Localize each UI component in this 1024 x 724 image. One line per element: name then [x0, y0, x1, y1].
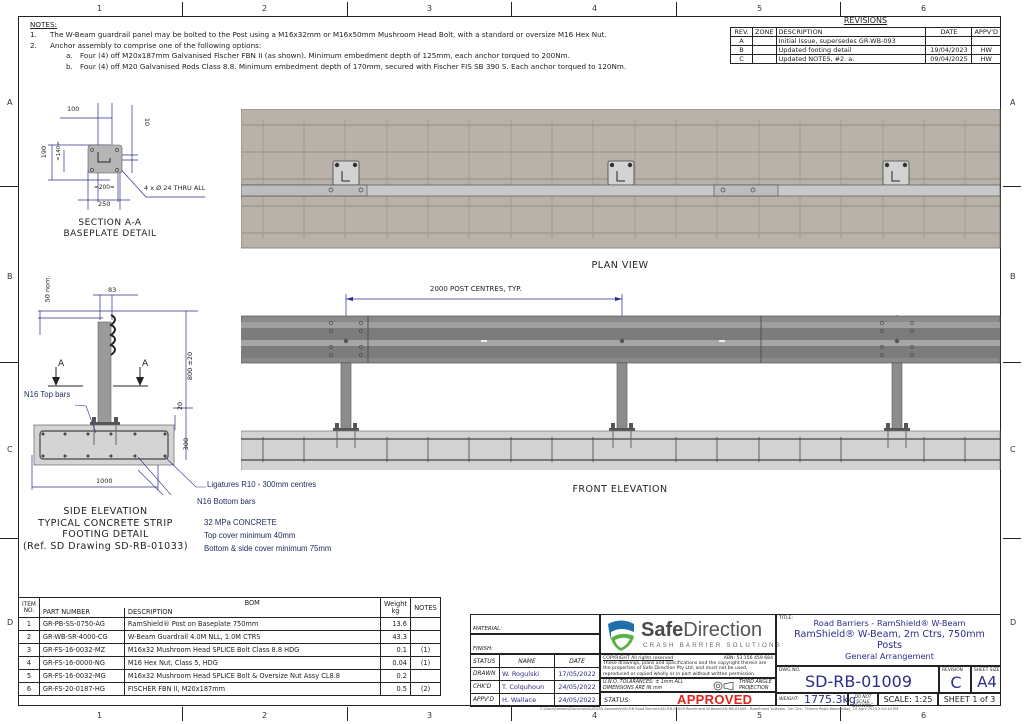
front-elevation-label: FRONT ELEVATION [572, 484, 668, 495]
zone-divider [0, 538, 18, 539]
dimension-label: 83 [108, 286, 117, 294]
note-number: 2. [30, 40, 37, 50]
sheet-number-cell: SHEET 1 of 3 [938, 693, 1001, 706]
column-header: ITEM NO. [19, 598, 40, 618]
callout-top-bars: N16 Top bars [24, 390, 71, 399]
bom-weight: 0.04 [381, 657, 411, 670]
zone-label: 4 [592, 4, 598, 13]
bom-description: M16 Hex Nut, Class 5, HDG [124, 657, 380, 670]
tolerance-text: U.N.O. TOLARANCES: ± 1mm ALL DIMENSIONS ARE IN mm [603, 680, 684, 691]
copyright-cell [600, 654, 776, 678]
bom-part-number: GR-FS-20-0187-HG [39, 683, 124, 696]
zone-label: 3 [427, 4, 433, 13]
abn-number: ABN: 53 156 459 684 [723, 656, 773, 661]
dimension-label: 800 ±20 [186, 351, 195, 381]
dimension-label: 20 [176, 401, 185, 411]
copyright-heading: COPYRIGHT All rights reserved [603, 656, 674, 661]
column-header: Weight kg [381, 598, 411, 618]
third-angle-projection-icon [713, 681, 735, 691]
column-header: REV. [731, 27, 753, 36]
safedirection-shield-icon [605, 618, 637, 652]
revision-date: 09/04/2025 [926, 54, 972, 63]
bom-weight: 43.3 [381, 631, 411, 644]
callout-bottom-bars: N16 Bottom bars [197, 497, 256, 506]
bom-item-no: 6 [19, 683, 40, 696]
zone-label: A [1010, 98, 1016, 107]
signature-name: T. Colquhoun [500, 681, 555, 694]
bom-item-no: 5 [19, 670, 40, 683]
zone-divider [511, 2, 512, 16]
title-cell [776, 614, 1001, 666]
zone-divider [182, 2, 183, 16]
view-title-line: SECTION A-A [78, 218, 142, 228]
front-elevation-drawing [241, 280, 1001, 470]
zone-label: 1 [97, 4, 103, 13]
dimension-label: 10 [143, 117, 152, 127]
revision-label: REVISION [942, 668, 963, 673]
zone-divider [347, 707, 348, 721]
note-subitem [30, 62, 626, 72]
revisions-title: REVISIONS [843, 16, 888, 26]
revision-row [731, 54, 1001, 63]
bom-item-no: 2 [19, 631, 40, 644]
plan-view-drawing [241, 109, 1001, 249]
zone-divider [1003, 362, 1021, 363]
title-label: TITLE: [779, 616, 793, 621]
file-path-footer: C:\Users\wesam\Documents\SD\SD Assembly\SD-RB Road Barriers\SD-RB-01009 RamShield W-Beam\SD-RB-01009 - RamShield W-Beam, 2m Ctrs, 750mm Posts Wednesday, 19 April 2023 2:52:44 PM [540, 707, 899, 711]
callout-concrete: 32 MPa CONCRETE [204, 518, 277, 527]
revision-letter: A [731, 36, 753, 45]
zone-label: 1 [97, 711, 103, 720]
zone-divider [347, 2, 348, 16]
dimension-label: 300 [182, 437, 191, 451]
revision-row [731, 45, 1001, 54]
bom-row [19, 670, 441, 683]
dimension-label: 50 nom. [43, 275, 52, 303]
note-number: b. [66, 61, 73, 71]
sheet-size-cell [971, 666, 1001, 693]
note-subitem [30, 51, 626, 61]
revisions-header [731, 27, 1001, 36]
revision-approver [972, 36, 1001, 45]
view-title-line: TYPICAL CONCRETE STRIP [38, 517, 173, 529]
column-header: ZONE [753, 27, 777, 36]
weight-value: 1775.3kg [804, 693, 856, 706]
zone-label: D [7, 618, 14, 627]
projection-text: THIRD ANGLE PROJECTION [739, 680, 772, 691]
revision-row [731, 36, 1001, 45]
title-line: Posts [876, 640, 903, 651]
bom-weight: 0.2 [381, 670, 411, 683]
side-elevation-title [18, 506, 193, 552]
note-number: a. [66, 51, 73, 61]
revision-zone [753, 54, 777, 63]
note-number: 1. [30, 30, 37, 40]
signature-date: 24/05/2022 [555, 681, 600, 694]
plan-view-label: PLAN VIEW [591, 260, 649, 271]
callout-side-cover: Bottom & side cover minimum 75mm [204, 544, 332, 553]
baseplate-section-drawing [20, 100, 240, 210]
bom-row [19, 683, 441, 696]
note-text: Four (4) off M20x187mm Galvanised Fischer FBN II (as shown). Minimum embedment depth of 125mm, each anchor torqued to 200Nm. [80, 51, 570, 61]
column-header: STATUS [471, 655, 500, 668]
signature-role: CHK'D [471, 681, 500, 694]
bom-part-number: GR-PB-SS-0750-AG [39, 618, 124, 631]
copyright-text: These drawings, plans and specifications and the copyright therein are the properties of Safe Direction Pty Ltd, and must not be used, reproduced or copied wholly or in part without written permission. [603, 661, 767, 677]
signature-date: 24/05/2022 [555, 694, 600, 707]
drawing-number: SD-RB-01009 [804, 672, 912, 691]
revision-date: 19/04/2023 [926, 45, 972, 54]
revision-value: C [950, 673, 962, 692]
revision-description: Updated footing detail [776, 45, 926, 54]
column-header: DATE [926, 27, 972, 36]
status-label: STATUS: [604, 696, 631, 704]
material-cell [470, 614, 600, 634]
bom-notes [411, 670, 441, 683]
bom-part-number: GR-WB-SR-4000-CG [39, 631, 124, 644]
bom-item-no: 3 [19, 644, 40, 657]
hole-callout: 4 x Ø 24 THRU ALL [144, 184, 206, 192]
bom-part-number: GR-FS-16-0032-MZ [39, 644, 124, 657]
bom-weight: 0.1 [381, 644, 411, 657]
bom-item-no: 4 [19, 657, 40, 670]
zone-label: D [1010, 618, 1017, 627]
zone-divider [1003, 538, 1021, 539]
dimension-label: 190 [40, 145, 49, 159]
dimension-label: 250 [98, 200, 111, 208]
bom-header-spacer [39, 598, 124, 608]
signature-row [471, 694, 600, 707]
dwg-no-cell [776, 666, 939, 693]
signature-date: 17/05/2022 [555, 668, 600, 681]
bom-title: BOM [124, 598, 380, 608]
revision-approver: HW [972, 54, 1001, 63]
general-notes [30, 20, 626, 72]
zone-label: 2 [262, 4, 268, 13]
revision-date [926, 36, 972, 45]
baseplate-detail-title [40, 218, 180, 240]
section-mark-right: A [142, 359, 149, 369]
bom-notes: (1) [411, 644, 441, 657]
title-line: General Arrangement [845, 651, 934, 661]
signature-row [471, 681, 600, 694]
drawing-title [777, 618, 1002, 662]
revision-approver: HW [972, 45, 1001, 54]
zone-label: A [7, 98, 13, 107]
logo-tagline: CRASH BARRIER SOLUTIONS [643, 642, 782, 649]
weight-label: WEIGHT: [779, 697, 799, 702]
finish-cell [470, 634, 600, 654]
do-not-scale-cell: DO NOT SCALE DRAWING [848, 693, 878, 706]
section-mark-left: A [58, 359, 65, 369]
bom-weight: 13.6 [381, 618, 411, 631]
finish-label: FINISH: [473, 646, 494, 652]
zone-divider [676, 2, 677, 16]
column-header: NOTES [411, 598, 441, 618]
status-cell [600, 692, 776, 706]
dimension-label: 1000 [96, 477, 113, 485]
material-label: MATERIAL: [473, 626, 503, 632]
column-header: PART NUMBER [39, 608, 124, 618]
column-header: DESCRIPTION [776, 27, 926, 36]
dimension-label: 100 [67, 105, 80, 113]
bom-part-number: GR-FS-16-0000-NG [39, 657, 124, 670]
revision-letter: B [731, 45, 753, 54]
bom-row [19, 631, 441, 644]
bom-description: FISCHER FBN II, M20x187mm [124, 683, 380, 696]
note-item [30, 30, 626, 40]
bom-part-number: GR-FS-16-0032-MG [39, 670, 124, 683]
column-header: DATE [555, 655, 600, 668]
zone-label: B [1010, 272, 1016, 281]
weight-cell [776, 693, 856, 706]
approved-status-stamp: APPROVED [677, 692, 753, 707]
note-text: Anchor assembly to comprise one of the following options: [50, 40, 262, 50]
revision-zone [753, 36, 777, 45]
note-text: The W-Beam guardrail panel may be bolted to the Post using a M16x32mm or M16x50mm Mushroom Head Bolt, with a standard or oversize M16 Hex Nut. [50, 30, 607, 40]
view-title-line: (Ref. SD Drawing SD-RB-01033) [22, 540, 189, 552]
bom-table [18, 597, 441, 696]
revision-cell [939, 666, 971, 693]
bom-item-no: 1 [19, 618, 40, 631]
view-title-line: BASEPLATE DETAIL [63, 229, 157, 239]
column-header: NAME [500, 655, 555, 668]
bom-description: RamShield® Post on Baseplate 750mm [124, 618, 380, 631]
revision-zone [753, 45, 777, 54]
signature-row [471, 668, 600, 681]
sheet-size-value: A4 [977, 673, 997, 691]
logo-bold-text: Safe [641, 619, 684, 641]
tolerance-cell [600, 678, 776, 692]
zone-divider [511, 707, 512, 721]
signature-table [470, 654, 600, 707]
view-title-line: SIDE ELEVATION [63, 506, 148, 517]
company-logo-text [641, 619, 762, 641]
view-title-line: FOOTING DETAIL [62, 529, 149, 540]
title-line: Road Barriers - RamShield® W-Beam [813, 618, 966, 628]
bom-row [19, 657, 441, 670]
bom-row [19, 618, 441, 631]
zone-label: C [7, 445, 13, 454]
bom-row [19, 644, 441, 657]
bom-description: M16x32 Mushroom Head SPLICE Bolt Class 8.8 HDG [124, 644, 380, 657]
sheet-size-label: SHEET SIZE [974, 668, 1000, 673]
column-header: APPV'D [972, 27, 1001, 36]
zone-divider [0, 186, 18, 187]
zone-divider [0, 362, 18, 363]
dwg-no-label: DWG NO. [779, 668, 801, 673]
column-header: DESCRIPTION [124, 608, 380, 618]
notes-title: NOTES: [30, 20, 57, 29]
bom-weight: 0.5 [381, 683, 411, 696]
bom-notes: (2) [411, 683, 441, 696]
zone-label: 3 [427, 711, 433, 720]
zone-divider [1003, 186, 1021, 187]
bom-notes [411, 631, 441, 644]
zone-divider [182, 707, 183, 721]
zone-label: 4 [592, 711, 598, 720]
title-line: RamShield® W-Beam, 2m Ctrs, 750mm [794, 629, 985, 640]
revisions-table [730, 16, 1001, 64]
note-text: Four (4) off M20 Galvanised Rods Class 8.8. Minimum embedment depth of 170mm, secured with Fischer FIS SB 390 S. Each anchor torqued to 120Nm. [80, 61, 627, 71]
revision-letter: C [731, 54, 753, 63]
callout-ligatures: Ligatures R10 - 300mm centres [207, 480, 317, 489]
side-elevation-drawing [18, 265, 243, 495]
zone-divider [840, 2, 841, 16]
bom-notes: (1) [411, 657, 441, 670]
signature-role: APPV'D [471, 694, 500, 707]
callout-top-cover: Top cover minimum 40mm [204, 531, 296, 540]
logo-light-text: Direction [683, 619, 763, 641]
dimension-label: =140= [55, 141, 62, 161]
bom-description: M16x32 Mushroom Head SPLICE Bolt & Oversize Nut Assy CL8.8 [124, 670, 380, 683]
dimension-label: =200= [94, 185, 115, 191]
zone-label: 2 [262, 711, 268, 720]
logo-cell [600, 614, 782, 654]
note-item [30, 41, 626, 51]
zone-label: 5 [757, 711, 763, 720]
zone-label: 6 [921, 4, 927, 13]
revision-description: Initial Issue, supersedes GR-WB-093 [776, 36, 926, 45]
zone-label: C [1010, 445, 1016, 454]
bom-notes [411, 618, 441, 631]
signature-name: H. Wallace [500, 694, 555, 707]
bom-description: W-Beam Guardrail 4.0M NLL, 1.0M CTRS [124, 631, 380, 644]
revision-description: Updated NOTES, #2. a. [776, 54, 926, 63]
post-spacing-dimension: 2000 POST CENTRES, TYP. [430, 285, 522, 293]
zone-label: B [7, 272, 13, 281]
scale-cell: SCALE: 1:25 [878, 693, 938, 706]
zone-label: 5 [757, 4, 763, 13]
signature-name: W. Rogulski [500, 668, 555, 681]
signature-role: DRAWN [471, 668, 500, 681]
zone-label: 6 [921, 711, 927, 720]
